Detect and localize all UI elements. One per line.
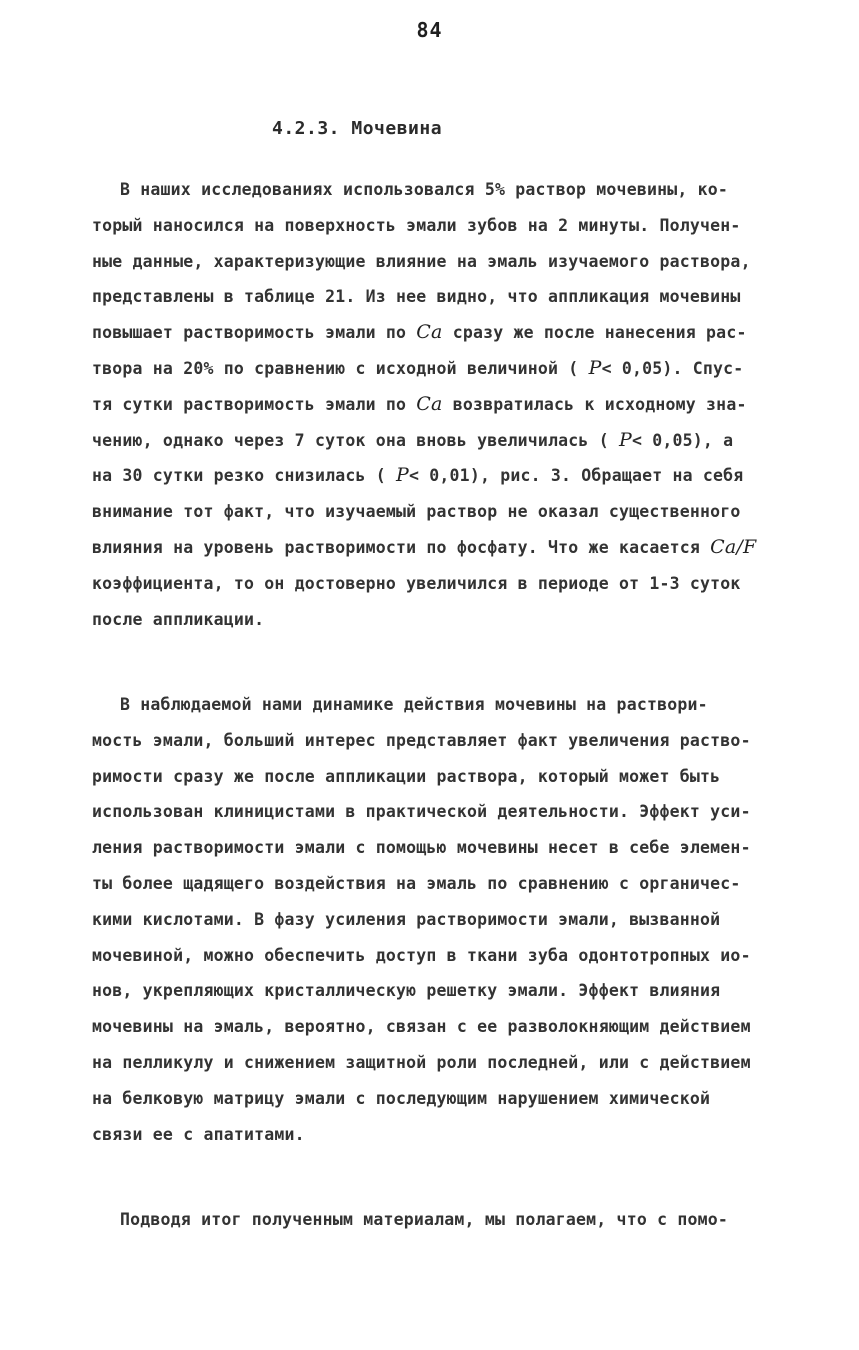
text-line bbox=[92, 351, 822, 387]
text-fragment: возвратилась к исходному зна- bbox=[452, 394, 747, 414]
text-fragment: < 0,01), рис. 3. Обращает на себя bbox=[409, 466, 744, 486]
text-line: внимание тот факт, что изучаемый раствор не оказал существенного bbox=[92, 502, 741, 522]
page-number: 84 bbox=[416, 18, 443, 42]
section-heading: 4.2.3. Мочевина bbox=[272, 118, 443, 139]
text-line bbox=[92, 315, 822, 351]
text-line: на белковую матрицу эмали с последующим нарушением химической bbox=[92, 1088, 711, 1108]
text-line: нов, укрепляющих кристаллическую решетку эмали. Эффект влияния bbox=[92, 981, 721, 1001]
text-line bbox=[92, 458, 822, 494]
text-fragment: влияния на уровень растворимости по фосфату. Что же касается bbox=[92, 537, 701, 557]
text-line: ные данные, характеризующие влияние на эмаль изучаемого раствора, bbox=[92, 251, 751, 271]
text-line: связи ее с апатитами. bbox=[92, 1124, 305, 1144]
text-fragment: на 30 сутки резко снизилась ( bbox=[92, 466, 386, 486]
text-line bbox=[92, 387, 822, 423]
text-line bbox=[92, 530, 822, 566]
text-line: после аппликации. bbox=[92, 609, 265, 629]
text-fragment: тя сутки растворимость эмали по bbox=[92, 394, 407, 414]
text-fragment: < 0,05), а bbox=[631, 430, 734, 450]
text-fragment: сразу же после нанесения рас- bbox=[452, 323, 747, 343]
text-line: коэффициента, то он достоверно увеличился в периоде от 1-3 суток bbox=[92, 573, 741, 593]
text-line: кими кислотами. В фазу усиления растворимости эмали, вызванной bbox=[92, 909, 721, 929]
handwritten-ca: Ca bbox=[416, 392, 443, 415]
text-line: В наблюдаемой нами динамике действия мочевины на раствори- bbox=[120, 695, 708, 714]
handwritten-p: P bbox=[618, 428, 632, 451]
text-fragment: < 0,05). Спус- bbox=[601, 358, 744, 378]
text-fragment: чению, однако через 7 суток она вновь увеличилась ( bbox=[92, 430, 609, 450]
text-line: Подводя итог полученным материалам, мы полагаем, что с помо- bbox=[120, 1210, 729, 1229]
handwritten-p: P bbox=[396, 464, 410, 487]
text-line bbox=[92, 423, 822, 459]
text-line: В наших исследованиях использовался 5% раствор мочевины, ко- bbox=[120, 180, 729, 199]
text-line: использован клиницистами в практической деятельности. Эффект уси- bbox=[92, 802, 751, 822]
text-line: мочевины на эмаль, вероятно, связан с ее разволокняющим действием bbox=[92, 1017, 751, 1037]
text-line: мочевиной, можно обеспечить доступ в ткани зуба одонтотропных ио- bbox=[92, 945, 751, 965]
text-line: ления растворимости эмали с помощью мочевины несет в себе элемен- bbox=[92, 838, 751, 858]
text-line: римости сразу же после аппликации раствора, который может быть bbox=[92, 766, 721, 786]
paragraph-1 bbox=[92, 172, 822, 637]
text-line: ты более щадящего воздействия на эмаль по сравнению с органичес- bbox=[92, 873, 741, 893]
handwritten-ca-f: Ca/F bbox=[710, 535, 757, 558]
handwritten-ca: Ca bbox=[416, 321, 443, 344]
text-line: мость эмали, больший интерес представляет факт увеличения раство- bbox=[92, 730, 751, 750]
text-line: торый наносился на поверхность эмали зубов на 2 минуты. Получен- bbox=[92, 215, 741, 235]
paragraph-2 bbox=[92, 687, 822, 1152]
text-line: представлены в таблице 21. Из нее видно, что аппликация мочевины bbox=[92, 287, 741, 307]
handwritten-p: P bbox=[588, 356, 602, 379]
text-fragment: твора на 20% по сравнению с исходной величиной ( bbox=[92, 358, 579, 378]
paragraph-3 bbox=[92, 1202, 822, 1238]
text-line: на пелликулу и снижением защитной роли последней, или с действием bbox=[92, 1052, 751, 1072]
text-fragment: повышает растворимость эмали по bbox=[92, 323, 407, 343]
